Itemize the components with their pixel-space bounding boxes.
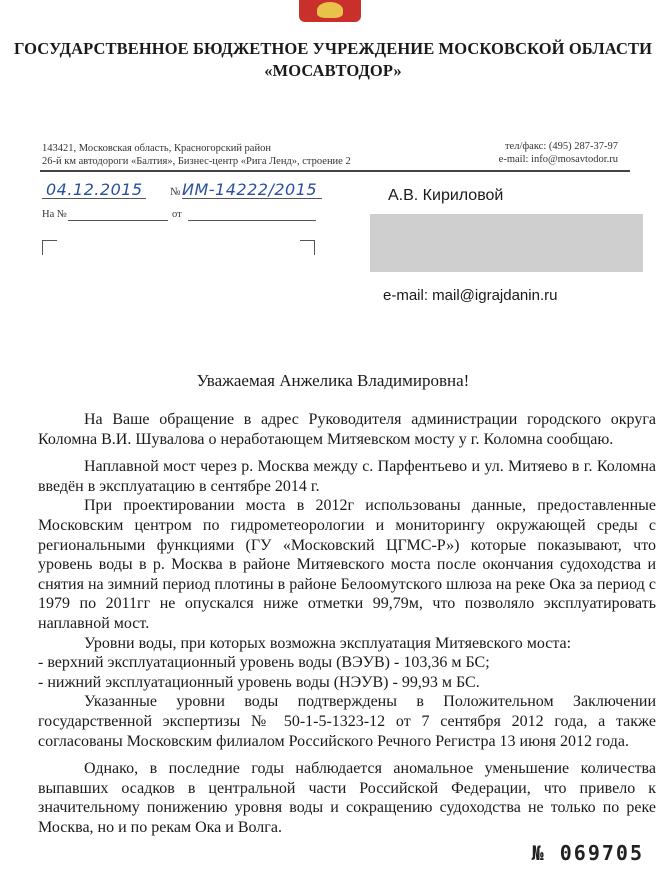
paragraph-3: При проектировании моста в 2012г использованы данные, предоставленные Московским центром по гидрометеорологии и мониторингу окружающей среды с региональными функциями (ГУ «Московский ЦГМС-Р») которые показывают, что уровень воды в р. Москва в районе Митяевского моста после окончания судоходства и снятия на зимний период плотины в районе Белоомутского шлюза на реке Ока за период с 1979 по 2011гг не опускался ниже отметки 99,79м, что позволяло эксплуатировать наплавной мост. [38,497,656,632]
handwritten-number: ИМ-14222/2015 [182,180,318,199]
org-email: e-mail: info@mosavtodor.ru [498,154,618,165]
list-item-lower-level: - нижний эксплуатационный уровень воды (НЭУВ) - 99,93 м БС. [38,673,480,691]
paragraph-6: Однако, в последние годы наблюдается аномальное уменьшение количества выпавших осадков в центральной части Российской Федерации, что привело к значительному понижению уровня воды и сокращению судоходства не только по реке Москва, но и по рекам Ока и Волга. [38,760,656,836]
org-name-line1: ГОСУДАРСТВЕННОЕ БЮДЖЕТНОЕ УЧРЕЖДЕНИЕ МОСКОВСКОЙ ОБЛАСТИ [13,39,653,58]
number-underline [182,198,322,199]
phone-fax: тел/факс: (495) 287-37-97 [504,141,618,152]
address-line1: 143421, Московская область, Красногорский район [42,143,271,154]
handwritten-date: 04.12.2015 [46,180,143,199]
address-line2: 26-й км автодороги «Балтия», Бизнес-центр «Рига Ленд», строение 2 [42,156,351,167]
document-serial-number: № 069705 [531,841,644,865]
recipient-email: e-mail: mail@igrajdanin.ru [383,287,558,304]
from-underline [188,220,316,221]
postal-address [42,142,351,168]
paragraph-1: На Ваше обращение в адрес Руководителя администрации городского округа Коломна В.И. Шувалова о неработающем Митяевском мосту у г. Коломна сообщаю. [38,411,656,448]
salutation: Уважаемая Анжелика Владимировна! [196,371,470,390]
emblem-figure [317,2,343,18]
number-label: № [170,186,181,198]
redacted-address-block [370,214,643,272]
from-label: от [172,209,182,220]
address-field-corner-right [300,240,315,255]
header-divider [40,170,630,172]
org-name-line2: «МОСАВТОДОР» [264,61,402,80]
coat-of-arms-icon [299,0,361,22]
outgoing-reference [42,178,342,228]
list-item-upper-level: - верхний эксплуатационный уровень воды (ВЭУВ) - 103,36 м БС; [38,654,490,672]
letter-body [38,410,656,837]
paragraph-4: Уровни воды, при которых возможна эксплуатация Митяевского моста: [84,634,572,652]
date-underline [42,198,146,199]
address-field-corner-left [42,240,57,255]
contact-info [499,140,618,166]
organization-name [0,38,666,82]
paragraph-2: Наплавной мост через р. Москва между с. Парфентьево и ул. Митяево в г. Коломна введён в эксплуатацию в сентябре 2014 г. [38,458,656,495]
on-number-label: На № [42,209,67,220]
recipient-name: А.В. Кириловой [388,187,504,204]
on-number-underline [68,220,168,221]
paragraph-5: Указанные уровни воды подтверждены в Положительном Заключении государственной экспертизы № 50-1-5-1323-12 от 7 сентября 2012 года, а также согласованы Московским филиалом Российского Речного Регистра 13 июня 2012 года. [38,693,656,750]
